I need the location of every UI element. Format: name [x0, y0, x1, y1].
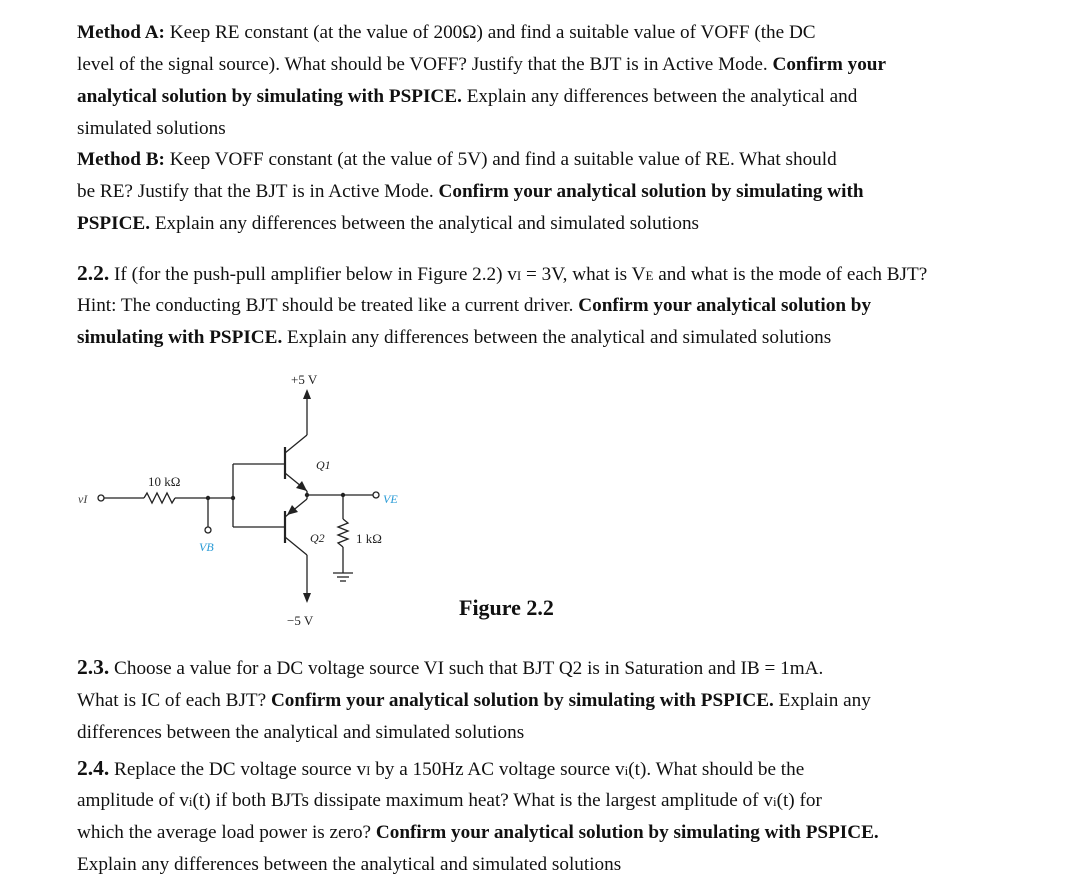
q23-line1: Choose a value for a DC voltage source VI such that BJT Q2 is in Saturation and IB = 1mA.: [109, 658, 824, 679]
q2-label: Q2: [310, 531, 325, 545]
q23-number: 2.3.: [77, 655, 110, 679]
q24-line-4: [77, 849, 621, 881]
q24-line3a: which the average load power is zero?: [77, 822, 376, 843]
q24-line2s: i: [188, 794, 193, 809]
load-resistor-icon: [338, 519, 348, 547]
q23-line2c: Explain any: [773, 690, 871, 711]
q22-s2: E: [645, 268, 654, 283]
method-a-line-4: [77, 113, 226, 145]
input-resistor-label: 10 kΩ: [148, 474, 181, 489]
method-a-label: Method A:: [77, 22, 165, 43]
q22-t2: = 3V, what is V: [521, 264, 646, 285]
q24-line2c: (t) for: [776, 790, 822, 811]
q24-s2: i: [624, 763, 629, 778]
q22-number: 2.2.: [77, 261, 110, 285]
q24-t3: (t). What should be the: [628, 759, 805, 780]
vi-terminal: [98, 495, 104, 501]
q23-line2b: Confirm your analytical solution by simulating with PSPICE.: [270, 690, 774, 711]
q22-s1: I: [516, 268, 522, 283]
method-a-text-1: Keep RE constant (at the value of 200Ω) and find a suitable value of VOFF (the DC: [164, 22, 816, 43]
vplus-label: +5 V: [291, 372, 318, 387]
ve-terminal: [373, 492, 379, 498]
q22-t1: If (for the push-pull amplifier below in Figure 2.2) v: [109, 264, 517, 285]
q1-collector: [285, 435, 307, 453]
load-resistor-label: 1 kΩ: [356, 531, 382, 546]
q23-line-3: [77, 717, 524, 749]
method-b-line-2: [77, 176, 864, 208]
q24-line-3: [77, 817, 879, 849]
method-a-text-3: Explain any differences between the analytical and: [461, 86, 858, 107]
method-b-text-3: Explain any differences between the analytical and simulated solutions: [150, 213, 700, 234]
figure-caption: Figure 2.2: [459, 595, 554, 620]
push-pull-circuit-diagram: [78, 367, 410, 635]
q24-line-1: [77, 753, 804, 787]
method-a-text-4: simulated solutions: [77, 118, 226, 139]
q24-line2a: amplitude of v: [77, 790, 189, 811]
q22-t3: and what is the mode of each BJT?: [653, 264, 928, 285]
q23-line3: differences between the analytical and simulated solutions: [77, 722, 525, 743]
method-a-line-2: [77, 49, 886, 81]
q24-t1: Replace the DC voltage source v: [109, 759, 367, 780]
input-resistor-icon: [144, 493, 175, 503]
q22-line3a: simulating with PSPICE.: [77, 327, 283, 348]
q1-label: Q1: [316, 458, 331, 472]
method-b-bold-1: Confirm your analytical solution by simulating with: [438, 181, 864, 202]
vi-label: vI: [78, 492, 88, 506]
emitter-junction: [305, 493, 309, 497]
vminus-label: −5 V: [287, 613, 314, 628]
q22-line-1: [77, 258, 927, 292]
q24-line2b: (t) if both BJTs dissipate maximum heat? What is the largest amplitude of v: [192, 790, 773, 811]
method-b-bold-2: PSPICE.: [77, 213, 151, 234]
q24-line2s2: i: [772, 794, 777, 809]
q24-line4: Explain any differences between the analytical and simulated solutions: [77, 854, 622, 875]
vplus-arrow-icon: [303, 389, 311, 399]
vminus-arrow-icon: [303, 593, 311, 603]
method-a-bold-2: analytical solution by simulating with PSPICE.: [77, 86, 462, 107]
q23-line-2: [77, 685, 871, 717]
method-b-text-1: Keep VOFF constant (at the value of 5V) and find a suitable value of RE. What should: [164, 149, 837, 170]
q23-line2a: What is IC of each BJT?: [77, 690, 271, 711]
q2-emitter-arrow-icon: [287, 505, 298, 515]
q23-line-1: [77, 652, 823, 685]
q24-s1: I: [366, 763, 371, 778]
method-b-line-3: [77, 208, 699, 240]
q22-line2b: Confirm your analytical solution by: [578, 295, 872, 316]
method-b-line-1: [77, 144, 837, 176]
method-a-text-2: level of the signal source). What should be VOFF? Justify that the BJT is in Active Mode.: [77, 54, 773, 75]
q22-line-2: [77, 290, 871, 322]
vb-terminal: [205, 527, 211, 533]
method-b-text-2: be RE? Justify that the BJT is in Active Mode.: [77, 181, 439, 202]
vb-label: VB: [199, 540, 214, 554]
q1-emitter-arrow-icon: [296, 481, 307, 491]
method-a-line-1: [77, 17, 816, 49]
method-b-label: Method B:: [77, 149, 165, 170]
method-a-line-3: [77, 81, 857, 113]
q24-line-2: [77, 785, 822, 818]
q24-number: 2.4.: [77, 756, 110, 780]
q24-line3b: Confirm your analytical solution by simulating with PSPICE.: [375, 822, 879, 843]
q22-line2a: Hint: The conducting BJT should be treated like a current driver.: [77, 295, 579, 316]
method-a-bold-1: Confirm your: [772, 54, 886, 75]
q2-collector: [285, 537, 307, 555]
q24-t2: by a 150Hz AC voltage source v: [370, 759, 625, 780]
ve-label: VE: [383, 492, 398, 506]
q22-line3b: Explain any differences between the analytical and simulated solutions: [282, 327, 832, 348]
q22-line-3: [77, 322, 831, 354]
